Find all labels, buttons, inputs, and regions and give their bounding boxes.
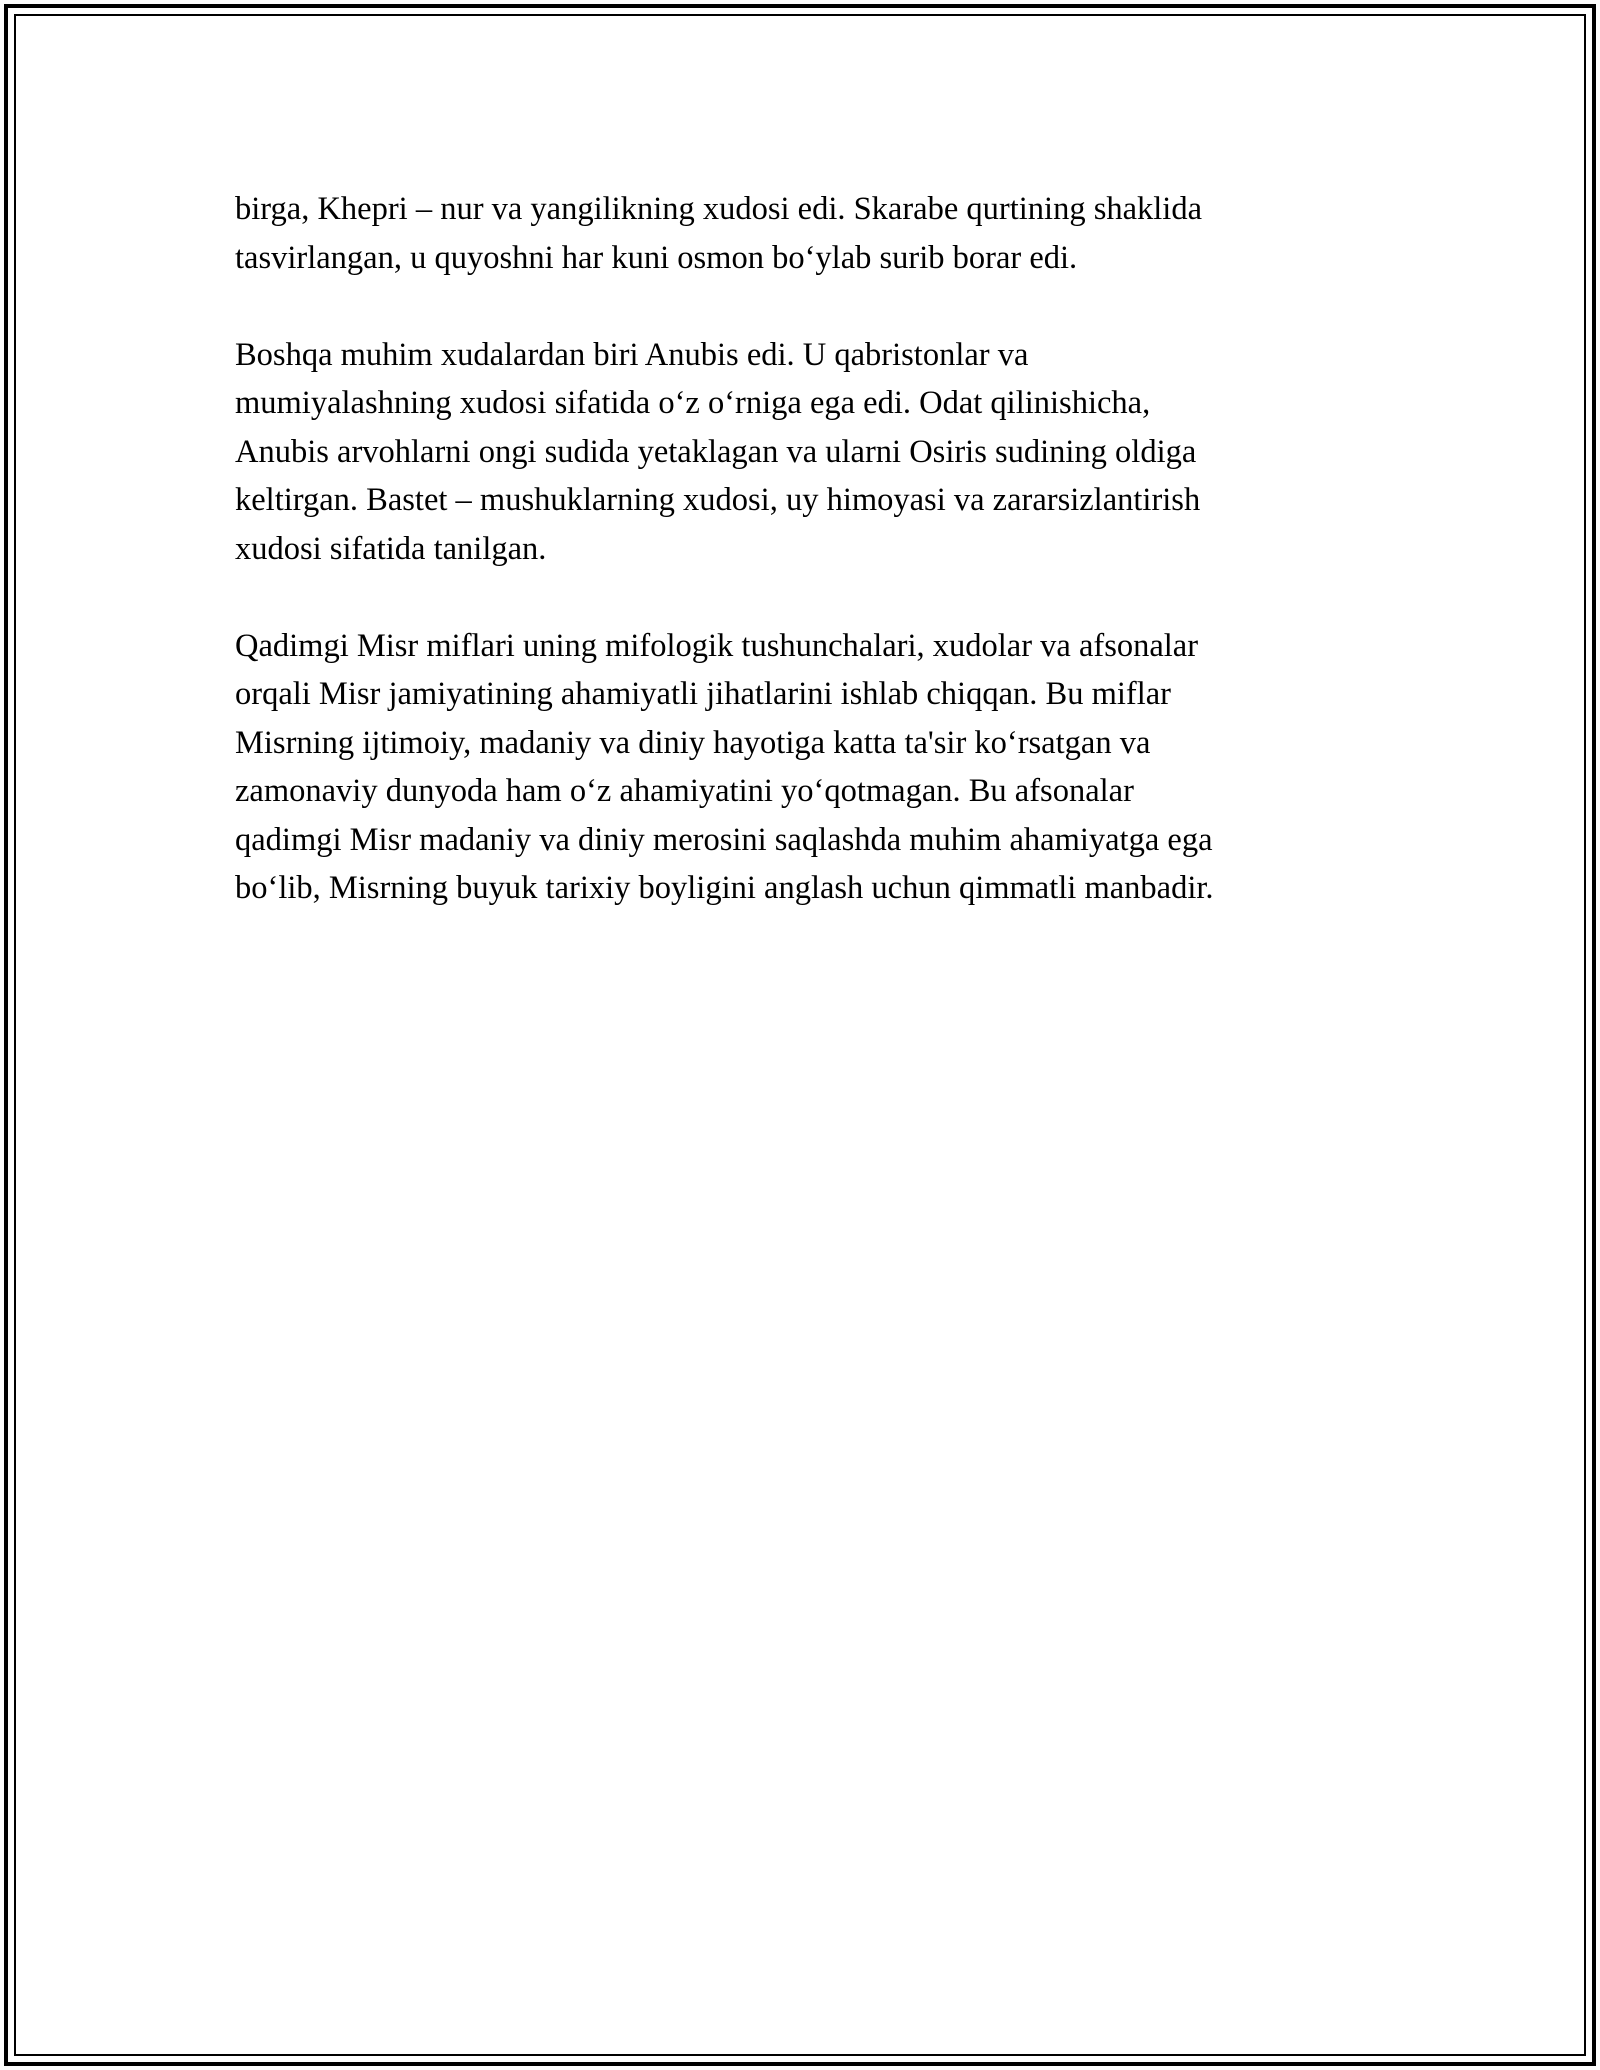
- text-line: Qadimgi Misr miflari uning mifologik tushunchalari, xudolar va afsonalar: [235, 627, 1199, 664]
- text-line: qadimgi Misr madaniy va diniy merosini saqlashda muhim ahamiyatga ega: [235, 821, 1213, 858]
- text-line: mumiyalashning xudosi sifatida o‘z o‘rniga ega edi. Odat qilinishicha,: [235, 385, 1151, 421]
- text-line: Misrning ijtimoiy, madaniy va diniy hayotiga katta ta'sir ko‘rsatgan va: [235, 724, 1151, 761]
- paragraph-3: [235, 622, 1365, 913]
- text-line: orqali Misr jamiyatining ahamiyatli jihatlarini ishlab chiqqan. Bu miflar: [235, 676, 1171, 712]
- paragraph-1: [235, 185, 1365, 282]
- document-body: [235, 185, 1365, 961]
- text-line: zamonaviy dunyoda ham o‘z ahamiyatini yo‘qotmagan. Bu afsonalar: [235, 773, 1134, 809]
- text-line: tasvirlangan, u quyoshni har kuni osmon bo‘ylab surib borar edi.: [235, 239, 1078, 276]
- text-line: bo‘lib, Misrning buyuk tarixiy boyligini anglash uchun qimmatli manbadir.: [235, 870, 1214, 906]
- text-line: Anubis arvohlarni ongi sudida yetaklagan va ularni Osiris sudining oldiga: [235, 433, 1197, 470]
- text-line: birga, Khepri – nur va yangilikning xudosi edi. Skarabe qurtining shaklida: [235, 191, 1203, 227]
- paragraph-2: [235, 331, 1365, 574]
- text-line: xudosi sifatida tanilgan.: [235, 530, 547, 567]
- text-line: keltirgan. Bastet – mushuklarning xudosi, uy himoyasi va zararsizlantirish: [235, 482, 1201, 518]
- text-line: Boshqa muhim xudalardan biri Anubis edi. U qabristonlar va: [235, 336, 1029, 373]
